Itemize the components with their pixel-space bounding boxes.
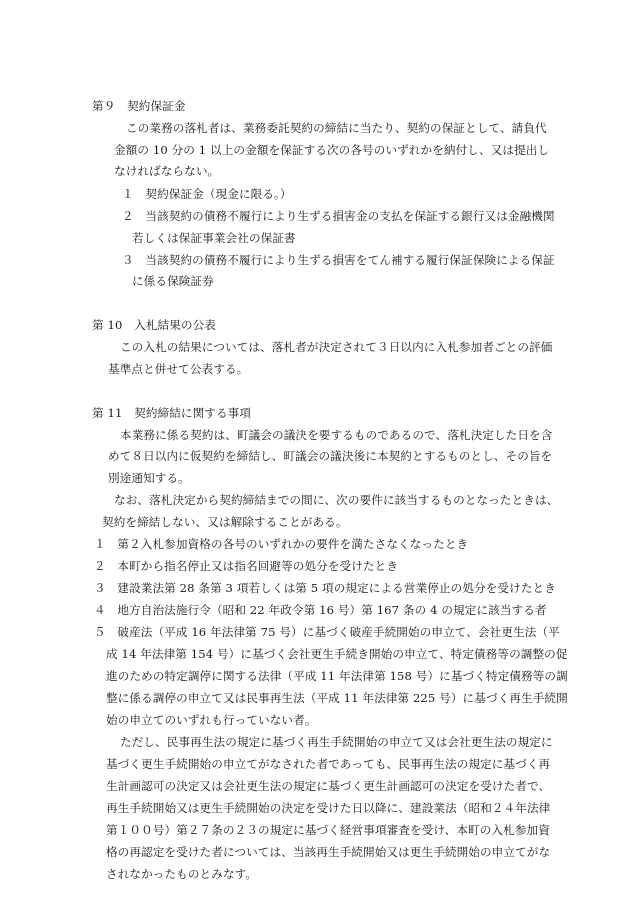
section-9-heading: 第９ 契約保証金 — [92, 99, 186, 113]
section-11-p3-line: 生計画認可の決定又は会社更生法の規定に基づく更生計画認可の決定を受けた者で、 — [106, 779, 551, 793]
section-11-p3-line: 第１００号）第２７条の２３の規定に基づく経営事項審査を受け、本町の入札参加資 — [106, 823, 550, 837]
section-11-p1-line: めて８日以内に仮契約を締結し、町議会の議決後に本契約とするものとし、その旨を — [108, 449, 553, 463]
section-11-p3-line: 格の再認定を受けた者については、当該再生手続開始又は更生手続開始の申立てがな — [106, 845, 551, 859]
section-11-item-2: ２ 本町から指名停止又は指名回避等の処分を受けたとき — [94, 559, 399, 573]
section-9-item-3: ３ 当該契約の債務不履行により生ずる損害をてん補する履行保証保険による保証 — [122, 253, 555, 267]
section-11-item-4: ４ 地方自治法施行令（昭和 22 年政令第 16 号）第 167 条の 4 の規定に該当する者 — [94, 603, 547, 617]
section-9-text-line: この業務の落札者は、業務委託契約の締結に当たり、契約の保証として、請負代 — [126, 121, 547, 135]
section-11-item-3: ３ 建設業法第 28 条第 3 項若しくは第 5 項の規定による営業停止の処分を受けたとき — [94, 581, 556, 595]
section-10-heading: 第 10 入札結果の公表 — [92, 318, 216, 332]
section-10-text-line: 基準点と併せて公表する。 — [108, 362, 249, 376]
section-11-item-1: １ 第２入札参加資格の各号のいずれかの要件を満たさなくなったとき — [94, 537, 469, 551]
section-9-text-line: 金額の 10 分の 1 以上の金額を保証する次の各号のいずれかを納付し、又は提出し — [114, 143, 550, 157]
section-11-p2-line: なお、落札決定から契約締結までの間に、次の要件に該当するものとなったときは、 — [114, 493, 559, 507]
section-9-text-line: なければならない。 — [114, 164, 220, 178]
section-11-heading: 第 11 契約締結に関する事項 — [92, 406, 252, 420]
section-11-item-5-cont: 進のための特定調停に関する法律（平成 11 年法律第 158 号）に基づく特定債務等の調 — [106, 669, 568, 683]
section-10-text-line: この入札の結果については、落札者が決定されて３日以内に入札参加者ごとの評価 — [120, 340, 553, 354]
section-9-item-3-cont: に係る保険証券 — [132, 274, 214, 288]
section-9-item-2-cont: 若しくは保証事業会社の保証書 — [132, 231, 296, 245]
section-11-item-5: ５ 破産法（平成 16 年法律第 75 号）に基づく破産手続開始の申立て、会社更生法（平 — [94, 625, 560, 639]
section-9-item-2: ２ 当該契約の債務不履行により生ずる損害金の支払を保証する銀行又は金融機関 — [122, 209, 555, 223]
section-11-p3-line: ただし、民事再生法の規定に基づく再生手続開始の申立て又は会社更生法の規定に — [120, 735, 553, 749]
section-9-item-1: １ 契約保証金（現金に限る。） — [122, 187, 292, 201]
section-11-p3-line: 再生手続開始又は更生手続開始の決定を受けた日以降に、建設業法（昭和２４年法律 — [106, 801, 551, 815]
section-11-item-5-cont: 整に係る調停の申立て又は民事再生法（平成 11 年法律第 225 号）に基づく再生手続開 — [106, 691, 568, 705]
section-11-p2-line: 契約を締結しない、又は解除することがある。 — [102, 515, 348, 529]
section-11-p3-line: されなかったものとみなす。 — [106, 867, 258, 881]
section-11-item-5-cont: 始の申立てのいずれも行っていない者。 — [106, 713, 317, 727]
section-11-p1-line: 本業務に係る契約は、町議会の議決を要するものであるので、落札決定した日を含 — [120, 428, 553, 442]
section-11-p3-line: 基づく更生手続開始の申立てがなされた者であっても、民事再生法の規定に基づく再 — [106, 757, 551, 771]
section-11-item-5-cont: 成 14 年法律第 154 号）に基づく会社更生手続き開始の申立て、特定債務等の調整の促 — [106, 647, 568, 661]
section-11-p1-line: 別途通知する。 — [108, 471, 190, 485]
